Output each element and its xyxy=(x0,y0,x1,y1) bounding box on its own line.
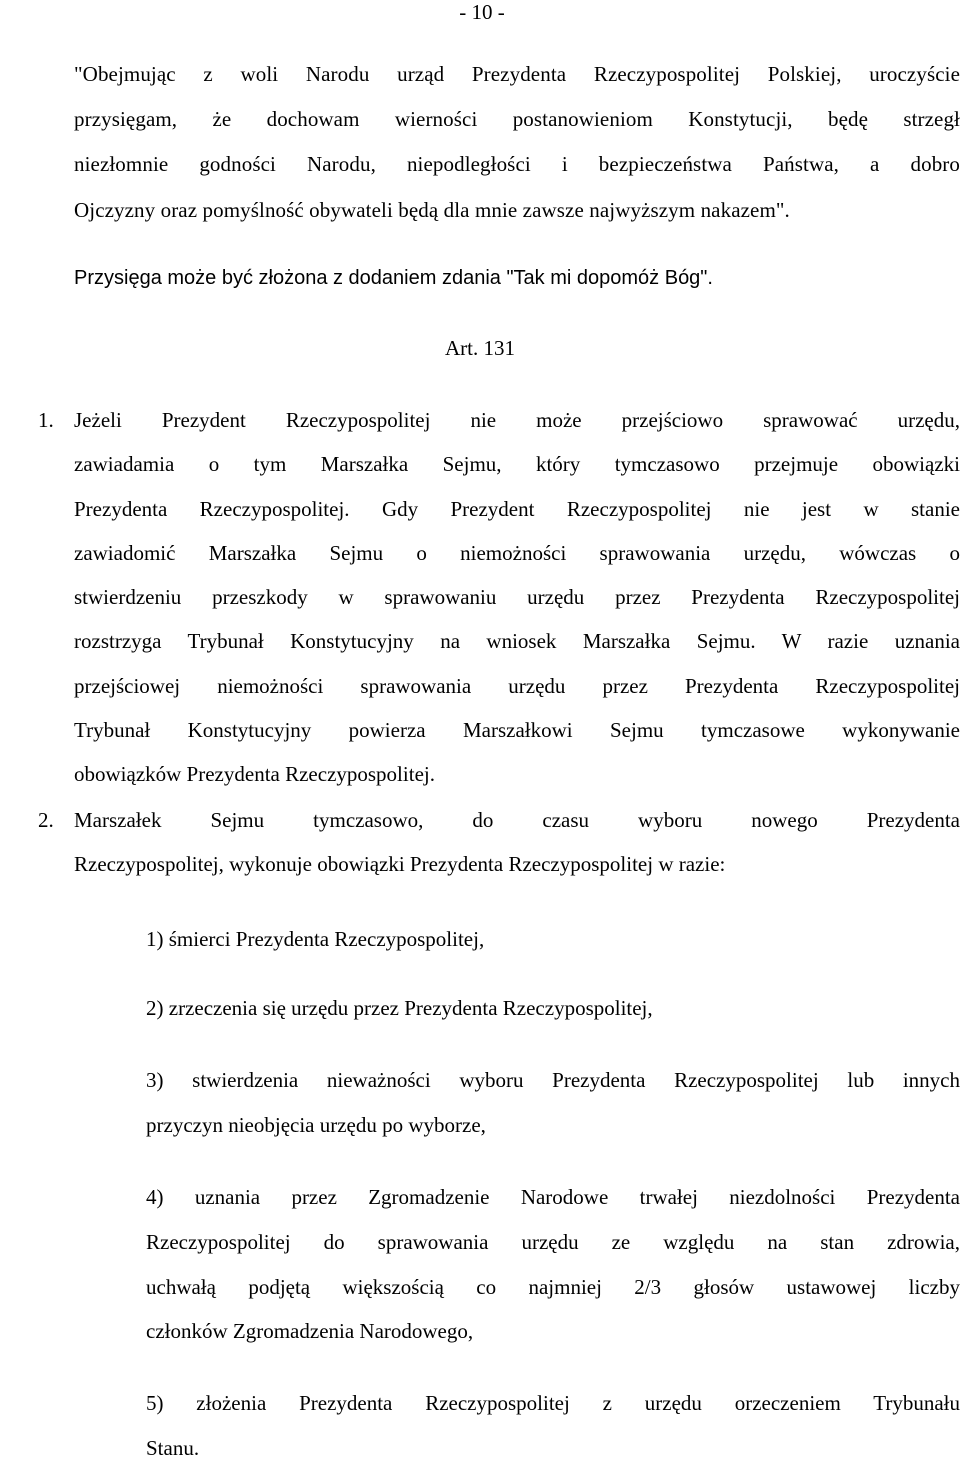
paragraph-line: Marszałek Sejmu tymczasowo, do czasu wyboru nowego Prezydenta xyxy=(74,808,960,832)
paragraph-line: Trybunał Konstytucyjny powierza Marszałkowi Sejmu tymczasowe wykonywanie xyxy=(74,718,960,743)
paragraph-number: 1. xyxy=(38,408,54,432)
oath-note: Przysięga może być złożona z dodaniem zdania "Tak mi dopomóż Bóg". xyxy=(74,267,713,289)
page-number: - 10 - xyxy=(459,0,505,24)
paragraph-line: przejściowej niemożności sprawowania urzędu przez Prezydenta Rzeczypospolitej xyxy=(74,673,960,698)
oath-line: niezłomnie godności Narodu, niepodległości i bezpieczeństwa Państwa, a dobro xyxy=(74,152,960,177)
paragraph-2 xyxy=(38,798,960,887)
paragraph-line: rozstrzyga Trybunał Konstytucyjny na wniosek Marszałka Sejmu. W razie uznania xyxy=(74,629,960,654)
paragraph-line: stwierdzeniu przeszkody w sprawowaniu urzędu przez Prezydenta Rzeczypospolitej xyxy=(74,585,960,610)
list-item xyxy=(146,1381,960,1471)
paragraph-line: Rzeczypospolitej, wykonuje obowiązki Prezydenta Rzeczypospolitej w razie: xyxy=(74,852,726,877)
oath-line: "Obejmując z woli Narodu urząd Prezydenta Rzeczypospolitej Polskiej, uroczyście xyxy=(74,62,960,86)
list-item-line: 1) śmierci Prezydenta Rzeczypospolitej, xyxy=(146,927,485,951)
paragraph-line: obowiązków Prezydenta Rzeczypospolitej. xyxy=(74,762,435,787)
paragraph-line: zawiadamia o tym Marszałka Sejmu, który tymczasowo przejmuje obowiązki xyxy=(74,452,960,477)
list-item-line: Rzeczypospolitej do sprawowania urzędu ze względu na stan zdrowia, xyxy=(146,1229,960,1254)
paragraph-number: 2. xyxy=(38,808,54,832)
list-item xyxy=(146,1058,960,1148)
oath-line: przysięgam, że dochowam wierności postanowieniom Konstytucji, będę strzegł xyxy=(74,107,960,132)
paragraph-1 xyxy=(38,398,960,797)
list-item-line: 5) złożenia Prezydenta Rzeczypospolitej z urzędu orzeczeniem Trybunału xyxy=(146,1391,960,1415)
oath-text xyxy=(74,52,960,233)
list-item-line: członków Zgromadzenia Narodowego, xyxy=(146,1319,474,1344)
list-item-line: uchwałą podjętą większością co najmniej 2/3 głosów ustawowej liczby xyxy=(146,1274,960,1299)
list-item-line: 3) stwierdzenia nieważności wyboru Prezydenta Rzeczypospolitej lub innych xyxy=(146,1068,960,1092)
list-item xyxy=(146,1175,960,1354)
article-heading: Art. 131 xyxy=(445,336,515,360)
oath-line: Ojczyzny oraz pomyślność obywateli będą dla mnie zawsze najwyższym nakazem". xyxy=(74,197,790,222)
list-item-line: 4) uznania przez Zgromadzenie Narodowe trwałej niezdolności Prezydenta xyxy=(146,1185,960,1209)
list-item-line: 2) zrzeczenia się urzędu przez Prezydenta Rzeczypospolitej, xyxy=(146,996,653,1020)
paragraph-line: Jeżeli Prezydent Rzeczypospolitej nie może przejściowo sprawować urzędu, xyxy=(74,408,960,432)
list-item-line: Stanu. xyxy=(146,1435,200,1460)
list-item xyxy=(146,986,960,1031)
list-item-line: przyczyn nieobjęcia urzędu po wyborze, xyxy=(146,1112,486,1137)
list-item xyxy=(146,917,960,962)
paragraph-line: Prezydenta Rzeczypospolitej. Gdy Prezydent Rzeczypospolitej nie jest w stanie xyxy=(74,496,960,521)
paragraph-line: zawiadomić Marszałka Sejmu o niemożności sprawowania urzędu, wówczas o xyxy=(74,540,960,565)
